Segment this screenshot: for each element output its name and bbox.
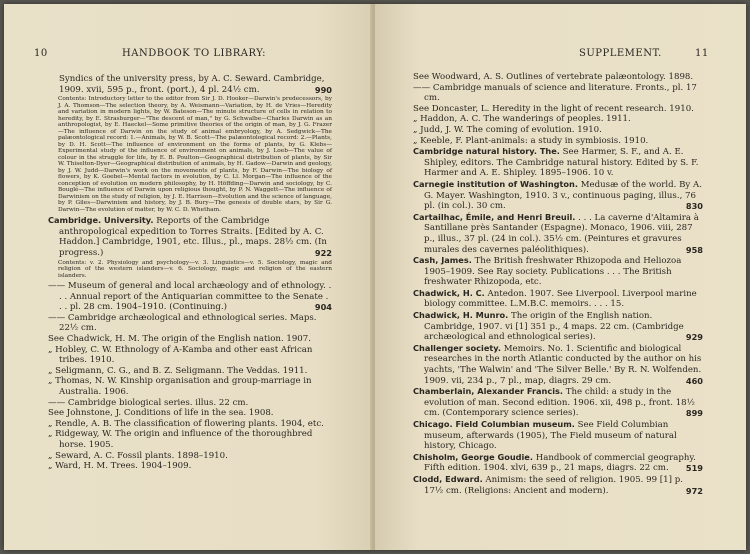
entry-text: Syndics of the university press, by A. C. Seward. Cambridge, 1909. xvii, 595 p., front. (port.), 4 pl. 24½ cm. (59, 74, 325, 95)
running-head: SUPPLEMENT. (579, 48, 662, 59)
catalog-entry (413, 343, 703, 386)
catalog-number: 922 (314, 247, 332, 258)
catalog-entry (413, 386, 703, 419)
catalog-entry (413, 419, 703, 452)
catalog-entry (413, 72, 703, 83)
entry-text: „ Haddon, A. C. The wanderings of peoples. 1911. (413, 114, 631, 125)
catalog-number: 519 (685, 463, 703, 474)
catalog-entry (48, 429, 332, 450)
right-page-content (413, 72, 703, 496)
catalog-entry (413, 179, 703, 212)
entry-text: Antedon. 1907. See Liverpool. Liverpool marine biology committee. L.M.B.C. memoirs. . . . 15. (424, 288, 697, 310)
catalog-entry (413, 125, 703, 136)
entry-text: —— Cambridge archæological and ethnological series. Maps. 22½ cm. (48, 312, 317, 334)
left-page-content (48, 74, 332, 472)
catalog-number: 830 (685, 201, 703, 212)
running-head: HANDBOOK TO LIBRARY: (122, 48, 266, 59)
entry-text: Handbook of commercial geography. Fifth edition. 1904. xlvi, 639 p., 21 maps, diagrs. 22 cm. (424, 452, 696, 474)
entry-text: The child: a study in the evolution of man. Second edition. 1906. xii, 498 p., front. 18½ cm. (Contemporary science series). (424, 387, 695, 419)
entry-heading: Chamberlain, Alexander Francis. (413, 386, 564, 397)
catalog-entry (413, 474, 703, 496)
entry-text: Medusæ of the world. By A. G. Mayer. Washington, 1910. 3 v., continuous paging, illus., 76 pl. (in col.). 30 cm. (424, 179, 702, 212)
entry-text: See Chadwick, H. M. The origin of the English nation. 1907. (48, 334, 311, 345)
entry-text: „ Ridgeway, W. The origin and influence of the thoroughbred horse. 1905. (48, 429, 313, 450)
left-page (4, 4, 372, 550)
entry-text: Reports of the Cambridge anthropological expedition to Torres Straits. [Edited by A. C. Haddon.] Cambridge, 1901, etc. Illus., pl., maps. 28½ cm. (In progress.) (59, 216, 327, 258)
entry-heading: Cash, James. (413, 255, 472, 266)
catalog-number: 899 (685, 408, 703, 419)
entry-heading: Chisholm, George Goudie. (413, 451, 533, 462)
entry-heading: Cambridge. University. (48, 215, 154, 226)
entry-text: „ Thomas, N. W. Kinship organisation and group-marriage in Australia. 1906. (48, 376, 312, 397)
catalog-entry (413, 212, 703, 255)
entry-text: See Harmer, S. F., and A. E. Shipley, editors. The Cambridge natural history. Edited by S. F. Harmer and A. E. Shipley. 1895–1906. 10 v. (424, 147, 699, 179)
entry-text: „ Judd, J. W. The coming of evolution. 1910. (413, 124, 602, 135)
entry-heading: Chadwick, H. Munro. (413, 310, 509, 321)
entry-text: —— Cambridge manuals of science and literature. Fronts., pl. 17 cm. (413, 82, 697, 104)
catalog-entry (413, 146, 703, 179)
catalog-entry (48, 451, 332, 462)
entry-text: „ Seward, A. C. Fossil plants. 1898–1910. (48, 450, 228, 461)
entry-text: Memoirs. No. 1. Scientific and biological researches in the north Atlantic conducted by the author on his yachts, 'The Walwin' and 'The Silver Belle.' By R. N. Wolfenden. 1909. vii, 234 p., 7 pl., map, diagrs. 29 cm. (424, 343, 702, 386)
catalog-number: 460 (685, 375, 703, 386)
entry-text: See Field Columbian museum, afterwards (1905), The Field museum of natural history, Chicago. (424, 420, 677, 452)
catalog-entry (48, 334, 332, 345)
book-spread (4, 4, 746, 550)
entry-text: —— Museum of general and local archæology and of ethnology. . . . Annual report of the Antiquarian committee to the Senate . . . pl. 28 cm. 1904–1910. (Continuing.) (48, 281, 332, 313)
catalog-entry (48, 376, 332, 397)
catalog-entry (413, 104, 703, 115)
entry-text: —— Cambridge biological series. illus. 22 cm. (48, 397, 249, 408)
catalog-entry (48, 419, 332, 430)
entry-text: See Johnstone, J. Conditions of life in the sea. 1908. (48, 408, 274, 419)
entry-text: „ Rendle, A. B. The classification of flowering plants. 1904, etc. (48, 418, 324, 429)
catalog-entry (413, 288, 703, 310)
catalog-entry (413, 136, 703, 147)
catalog-entry (413, 255, 703, 288)
catalog-entry (413, 452, 703, 474)
entry-heading: Chicago. Field Columbian museum. (413, 419, 575, 429)
entry-text: Contents: Introductory letter to the editor from Sir J. D. Hooker—Darwin's predecessors, by J. A. Thomson—The selection theory, by A. Weismann—Variation, by H. de Vries—Heredity and variation in modern lights, by W. Bateson—The minute structure of cells in relation to heredity, by E. Strasburger—"The descent of man," by G. Schwalbe—Charles Darwin as an anthropologist, by E. Haeckel—Some primitive theories of the origin of man, by J. G. Frazer—The influence of Darwin on the study of animal embryology, by A. Sedgwick—The palæontological record: 1.—Animals, by W. B. Scott—The palæontological record: 2.—Plants, by D. H. Scott—The influence of environment on the forms of plants, by G. Klebs—Experimental study of the influence of environment on animals, by J. Loeb—The value of colour in the struggle for life, by E. B. Poulton—Geographical distribution of plants, by Sir W. Thiselton-Dyer—Geographical distribution of animals, by H. Gadow—Darwin and geology, by J. W. Judd—Darwin's work on the movements of plants, by F. Darwin—The biology of flowers, by K. Goebel—Mental factors in evolution, by C. Ll. Morgan—The influence of the conception of evolution on modern philosophy, by H. Höffding—Darwin and sociology, by C. Bouglé—The influence of Darwin upon religious thought, by P. N. Waggett—The influence of Darwinism on the study of religion, by J. E. Harrison—Evolution and the science of language, by P. Giles—Darwinism and history, by J. B. Bury—The genesis of double stars, by Sir G. Darwin—The evolution of matter, by W. C. D. Whetham. (58, 96, 333, 213)
catalog-number: 929 (685, 332, 703, 343)
page-number: 10 (34, 48, 48, 59)
catalog-entry (413, 83, 703, 104)
catalog-number: 958 (685, 244, 703, 255)
entry-text: „ Keeble, F. Plant-animals: a study in symbiosis. 1910. (413, 135, 649, 146)
entry-heading: Clodd, Edward. (413, 473, 483, 484)
entry-text: „ Seligmann, C. G., and B. Z. Seligmann. The Veddas. 1911. (48, 365, 308, 376)
entry-text: See Woodward, A. S. Outlines of vertebrate palæontology. 1898. (413, 72, 694, 82)
catalog-entry (48, 398, 332, 409)
catalog-entry (413, 114, 703, 125)
catalog-entry (48, 74, 332, 95)
contents-note (48, 96, 332, 213)
entry-heading: Cartailhac, Émile, and Henri Breuil. (413, 211, 576, 222)
catalog-entry (48, 281, 332, 313)
right-page (375, 4, 746, 550)
entry-text: See Doncaster, L. Heredity in the light of recent research. 1910. (413, 103, 694, 114)
catalog-entry (48, 408, 332, 419)
entry-text: Animism: the seed of religion. 1905. 99 [1] p. 17½ cm. (Religions: Ancient and modern). (424, 474, 683, 496)
catalog-number: 904 (314, 302, 332, 313)
entry-text: „ Ward, H. M. Trees. 1904–1909. (48, 461, 192, 472)
catalog-entry (48, 313, 332, 334)
page-number: 11 (695, 48, 709, 59)
entry-heading: Cambridge natural history. The. (413, 146, 560, 157)
entry-heading: Challenger society. (413, 342, 501, 353)
catalog-entry (48, 461, 332, 472)
catalog-number: 972 (685, 485, 703, 496)
entry-heading: Carnegie institution of Washington. (413, 178, 578, 189)
catalog-entry (48, 366, 332, 377)
catalog-entry (413, 310, 703, 343)
entry-text: . . . La caverne d'Altamira à Santillane près Santander (Espagne). Monaco, 1906. viii, 287 p., illus., 37 pl. (24 in col.). 35½ cm. (Peintures et gravures murales des cavernes paléolithiques). (424, 212, 699, 255)
entry-text: The British freshwater Rhizopoda and Heliozoa 1905–1909. See Ray society. Publications . . . The British freshwater Rhizopoda, etc. (424, 256, 682, 288)
entry-text: The origin of the English nation. Cambridge, 1907. vi [1] 351 p., 4 maps. 22 cm. (Cambridge archæological and ethnological series). (424, 311, 684, 343)
entry-text: Contents: v. 2. Physiology and psychology—v. 3. Linguistics—v. 5. Sociology, magic and religion of the western islanders—v. 6. Sociology, magic and religion of the eastern islanders. (58, 259, 332, 279)
catalog-entry (48, 345, 332, 366)
catalog-number: 990 (314, 84, 332, 95)
entry-text: „ Hobley, C. W. Ethnology of A-Kamba and other east African tribes. 1910. (48, 344, 313, 366)
entry-heading: Chadwick, H. C. (413, 287, 485, 298)
catalog-entry (48, 215, 332, 258)
contents-note (48, 260, 332, 280)
